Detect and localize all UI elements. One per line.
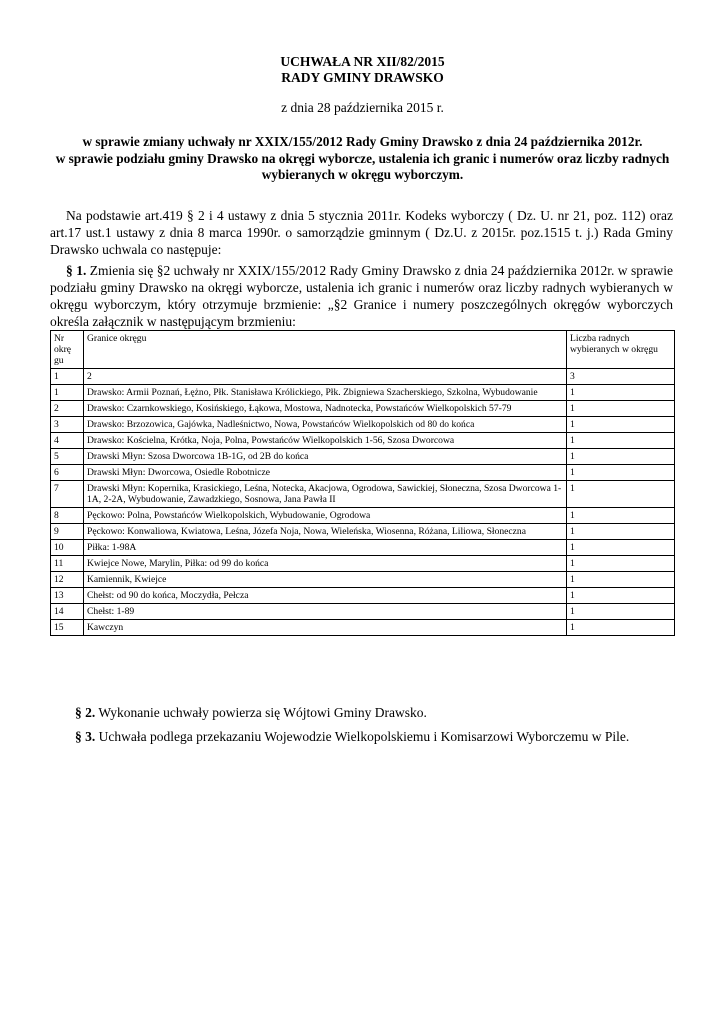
district-boundaries-cell: Drawsko: Armii Poznań, Łężno, Płk. Stanisława Królickiego, Płk. Zbigniewa Szacherskiego, Szkolna, Wybudowanie: [84, 385, 567, 401]
district-boundaries-cell: Chełst: od 90 do końca, Moczydła, Pełcza: [84, 588, 567, 604]
district-boundaries-cell: Drawsko: Czarnkowskiego, Kosińskiego, Łąkowa, Mostowa, Nadnotecka, Powstańców Wielkopolskich 57-79: [84, 401, 567, 417]
table-number-row: [51, 369, 675, 385]
table-row: [51, 604, 675, 620]
district-boundaries-cell: Pęckowo: Polna, Powstańców Wielkopolskich, Wybudowanie, Ogrodowa: [84, 508, 567, 524]
table-row: [51, 481, 675, 508]
district-boundaries-cell: Drawski Młyn: Dworcowa, Osiedle Robotnicze: [84, 465, 567, 481]
section-1-text: Zmienia się §2 uchwały nr XXIX/155/2012 Rady Gminy Drawsko z dnia 24 października 2012r. w sprawie podziału gminy Drawsko na okręgi wyborcze, ustalenia ich granic i numerów oraz liczby radnych wybieranych w okręgu wyborczym, który otrzymuje brzmienie: „§2 Granice i numery poszczególnych okręgów wyborczych określa załącznik w następującym brzmieniu:: [50, 263, 673, 329]
subject-line-2: w sprawie podziału gminy Drawsko na okręgi wyborcze, ustalenia ich granic i numerów oraz liczby radnych: [55, 151, 670, 166]
table-row: [51, 417, 675, 433]
table-row: [51, 465, 675, 481]
district-boundaries-cell: Chełst: 1-89: [84, 604, 567, 620]
council-name: RADY GMINY DRAWSKO: [281, 70, 444, 85]
district-boundaries-cell: Piłka: 1-98A: [84, 540, 567, 556]
table-header-row: [51, 331, 675, 369]
district-number-cell: 6: [51, 465, 84, 481]
table-row: [51, 620, 675, 636]
table-row: [51, 540, 675, 556]
section-1-label: § 1.: [66, 263, 87, 278]
district-number-cell: 14: [51, 604, 84, 620]
table-row: [51, 385, 675, 401]
district-boundaries-cell: Drawski Młyn: Kopernika, Krasickiego, Leśna, Notecka, Akacjowa, Ogrodowa, Sawickiej, Słoneczna, Szosa Dworcowa 1-1A, 2-2A, Wybudowanie, Zawadzkiego, Sosnowa, Jana Pawła II: [84, 481, 567, 508]
section-2-text: Wykonanie uchwały powierza się Wójtowi Gminy Drawsko.: [95, 705, 427, 720]
header-councillors-count: Liczba radnych wybieranych w okręgu: [567, 331, 675, 369]
table-row: [51, 401, 675, 417]
header-district-boundaries: Granice okręgu: [84, 331, 567, 369]
table-row: [51, 508, 675, 524]
subject-line-3: wybieranych w okręgu wyborczym.: [261, 167, 464, 182]
district-number-cell: 3: [51, 417, 84, 433]
header-district-number: Nr okrę gu: [51, 331, 84, 369]
preamble-text: Na podstawie art.419 § 2 i 4 ustawy z dnia 5 stycznia 2011r. Kodeks wyborczy ( Dz. U. nr 21, poz. 112) oraz art.17 ust.1 ustawy z dnia 8 marca 1990r. o samorządzie gminnym ( Dz.U. z 2015r. poz.1515 t. j.) Rada Gminy Drawsko uchwala co następuje:: [50, 208, 673, 257]
column-number-3: 3: [567, 369, 675, 385]
district-boundaries-cell: Pęckowo: Konwaliowa, Kwiatowa, Leśna, Józefa Noja, Nowa, Wieleńska, Wiosenna, Różana, Liliowa, Słoneczna: [84, 524, 567, 540]
councillors-count-cell: 1: [567, 433, 675, 449]
resolution-number: UCHWAŁA NR XII/82/2015: [280, 54, 445, 69]
table-row: [51, 588, 675, 604]
districts-table: [50, 330, 675, 636]
district-number-cell: 2: [51, 401, 84, 417]
councillors-count-cell: 1: [567, 540, 675, 556]
subject-line-1: w sprawie zmiany uchwały nr XXIX/155/2012 Rady Gminy Drawsko z dnia 24 października 2012r.: [82, 134, 643, 149]
councillors-count-cell: 1: [567, 417, 675, 433]
district-boundaries-cell: Drawsko: Kościelna, Krótka, Noja, Polna, Powstańców Wielkopolskich 1-56, Szosa Dworcowa: [84, 433, 567, 449]
councillors-count-cell: 1: [567, 556, 675, 572]
district-number-cell: 9: [51, 524, 84, 540]
preamble-paragraph: [50, 207, 673, 258]
councillors-count-cell: 1: [567, 524, 675, 540]
district-number-cell: 4: [51, 433, 84, 449]
councillors-count-cell: 1: [567, 588, 675, 604]
district-number-cell: 13: [51, 588, 84, 604]
section-1-paragraph: [50, 262, 673, 330]
column-number-1: 1: [51, 369, 84, 385]
councillors-count-cell: 1: [567, 620, 675, 636]
councillors-count-cell: 1: [567, 401, 675, 417]
district-number-cell: 8: [51, 508, 84, 524]
district-number-cell: 11: [51, 556, 84, 572]
table-row: [51, 433, 675, 449]
district-number-cell: 7: [51, 481, 84, 508]
table-row: [51, 449, 675, 465]
district-number-cell: 10: [51, 540, 84, 556]
district-number-cell: 1: [51, 385, 84, 401]
councillors-count-cell: 1: [567, 604, 675, 620]
district-boundaries-cell: Drawsko: Brzozowica, Gajówka, Nadleśnictwo, Nowa, Powstańców Wielkopolskich od 80 do końca: [84, 417, 567, 433]
section-2-label: § 2.: [75, 705, 96, 720]
district-number-cell: 12: [51, 572, 84, 588]
table-row: [51, 556, 675, 572]
section-2: [75, 705, 427, 721]
section-3: [75, 729, 629, 745]
councillors-count-cell: 1: [567, 449, 675, 465]
section-3-text: Uchwała podlega przekazaniu Wojewodzie Wielkopolskiemu i Komisarzowi Wyborczemu w Pile.: [95, 729, 630, 744]
councillors-count-cell: 1: [567, 385, 675, 401]
district-boundaries-cell: Drawski Młyn: Szosa Dworcowa 1B-1G, od 2B do końca: [84, 449, 567, 465]
district-boundaries-cell: Kawczyn: [84, 620, 567, 636]
councillors-count-cell: 1: [567, 465, 675, 481]
councillors-count-cell: 1: [567, 572, 675, 588]
section-3-label: § 3.: [75, 729, 96, 744]
councillors-count-cell: 1: [567, 508, 675, 524]
district-boundaries-cell: Kamiennik, Kwiejce: [84, 572, 567, 588]
district-number-cell: 15: [51, 620, 84, 636]
resolution-date: z dnia 28 października 2015 r.: [281, 100, 444, 115]
district-boundaries-cell: Kwiejce Nowe, Marylin, Piłka: od 99 do końca: [84, 556, 567, 572]
table-row: [51, 572, 675, 588]
councillors-count-cell: 1: [567, 481, 675, 508]
district-number-cell: 5: [51, 449, 84, 465]
table-row: [51, 524, 675, 540]
column-number-2: 2: [84, 369, 567, 385]
